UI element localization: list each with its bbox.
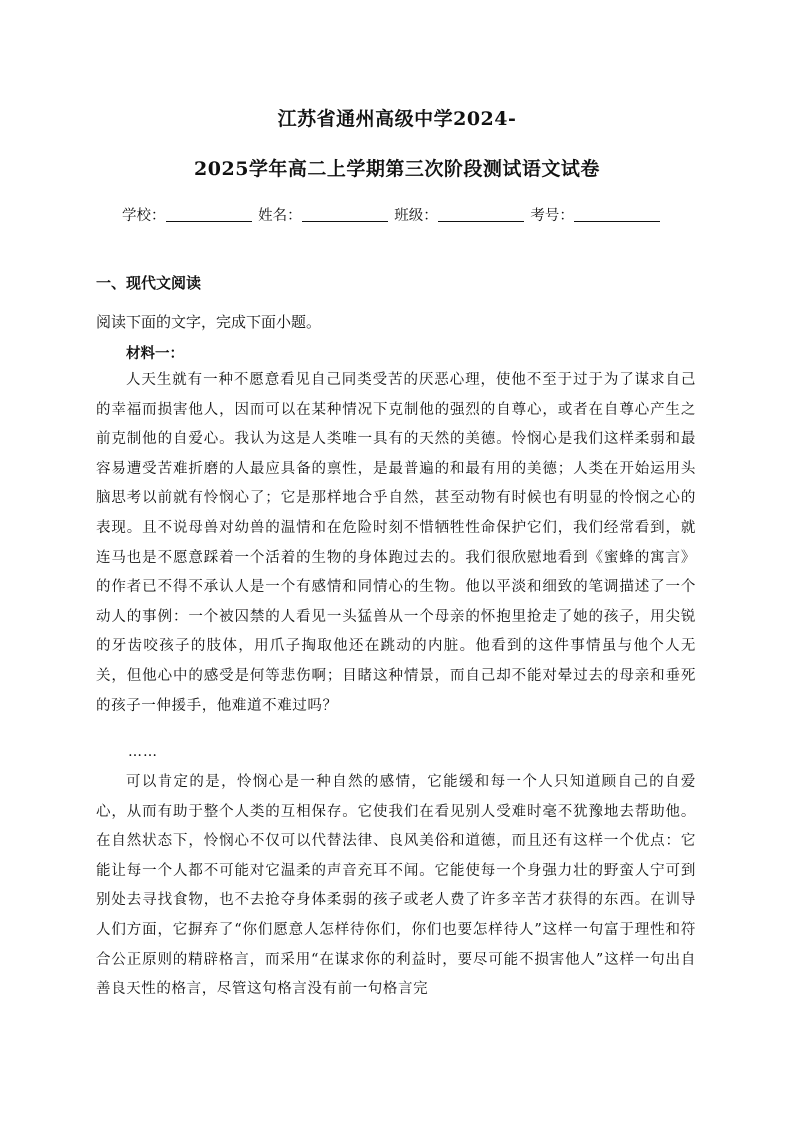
class-label: 班级：	[394, 208, 438, 224]
section-heading: 一、现代文阅读	[96, 274, 202, 292]
exam-title-line2: 2025学年高二上学期第三次阶段测试语文试卷	[194, 158, 600, 180]
reading-instruction: 阅读下面的文字，完成下面小题。	[96, 313, 322, 331]
material-paragraph-2: 可以肯定的是，怜悯心是一种自然的感情，它能缓和每一个人只知道顾自己的自爱心，从而有助于整个人类的互相保存。它使我们在看见别人受难时毫不犹豫地去帮助他。在自然状态下，怜悯心不仅可以代替法律、良风美俗和道德，而且还有这样一个优点：它能让每一个人都不可能对它温柔的声音充耳不闻。它能使每一个身强力壮的野蛮人宁可到别处去寻找食物，也不去抢夺身体柔弱的孩子或老人费了许多辛苦才获得的东西。在训导人们方面，它摒弃了“你们愿意人怎样待你们，你们也要怎样待人”这样一句富于理性和符合公正原则的精辟格言，而采用“在谋求你的利益时，要尽可能不损害他人”这样一句出自善良天性的格言，尽管这句格言没有前一句格言完	[96, 774, 696, 998]
class-blank[interactable]	[438, 207, 524, 222]
school-label: 学校：	[122, 208, 166, 224]
name-blank[interactable]	[302, 207, 388, 222]
exam-title-line1: 江苏省通州高级中学2024-	[277, 108, 517, 130]
number-label: 考号：	[530, 208, 574, 224]
student-info-row	[122, 204, 682, 225]
number-blank[interactable]	[574, 207, 660, 222]
school-blank[interactable]	[166, 207, 252, 222]
ellipsis: ……	[128, 744, 158, 760]
name-label: 姓名：	[258, 208, 302, 224]
material-label: 材料一：	[126, 345, 184, 362]
material-paragraph-1: 人天生就有一种不愿意看见自己同类受苦的厌恶心理，使他不至于过于为了谋求自己的幸福而损害他人，因而可以在某种情况下克制他的强烈的自尊心，或者在自尊心产生之前克制他的自爱心。我认为这是人类唯一具有的天然的美德。怜悯心是我们这样柔弱和最容易遭受苦难折磨的人最应具备的禀性，是最普遍的和最有用的美德；人类在开始运用头脑思考以前就有怜悯心了；它是那样地合乎自然，甚至动物有时候也有明显的怜悯之心的表现。且不说母兽对幼兽的温情和在危险时刻不惜牺牲性命保护它们，我们经常看到，就连马也是不愿意踩着一个活着的生物的身体跑过去的。我们很欣慰地看到《蜜蜂的寓言》的作者已不得不承认人是一个有感情和同情心的生物。他以平淡和细致的笔调描述了一个动人的事例：一个被囚禁的人看见一头猛兽从一个母亲的怀抱里抢走了她的孩子，用尖锐的牙齿咬孩子的肢体，用爪子掏取他还在跳动的内脏。他看到的这件事情虽与他个人无关，但他心中的感受是何等悲伤啊；目睹这种情景，而自己却不能对晕过去的母亲和垂死的孩子一伸援手，他难道不难过吗？	[96, 372, 696, 714]
